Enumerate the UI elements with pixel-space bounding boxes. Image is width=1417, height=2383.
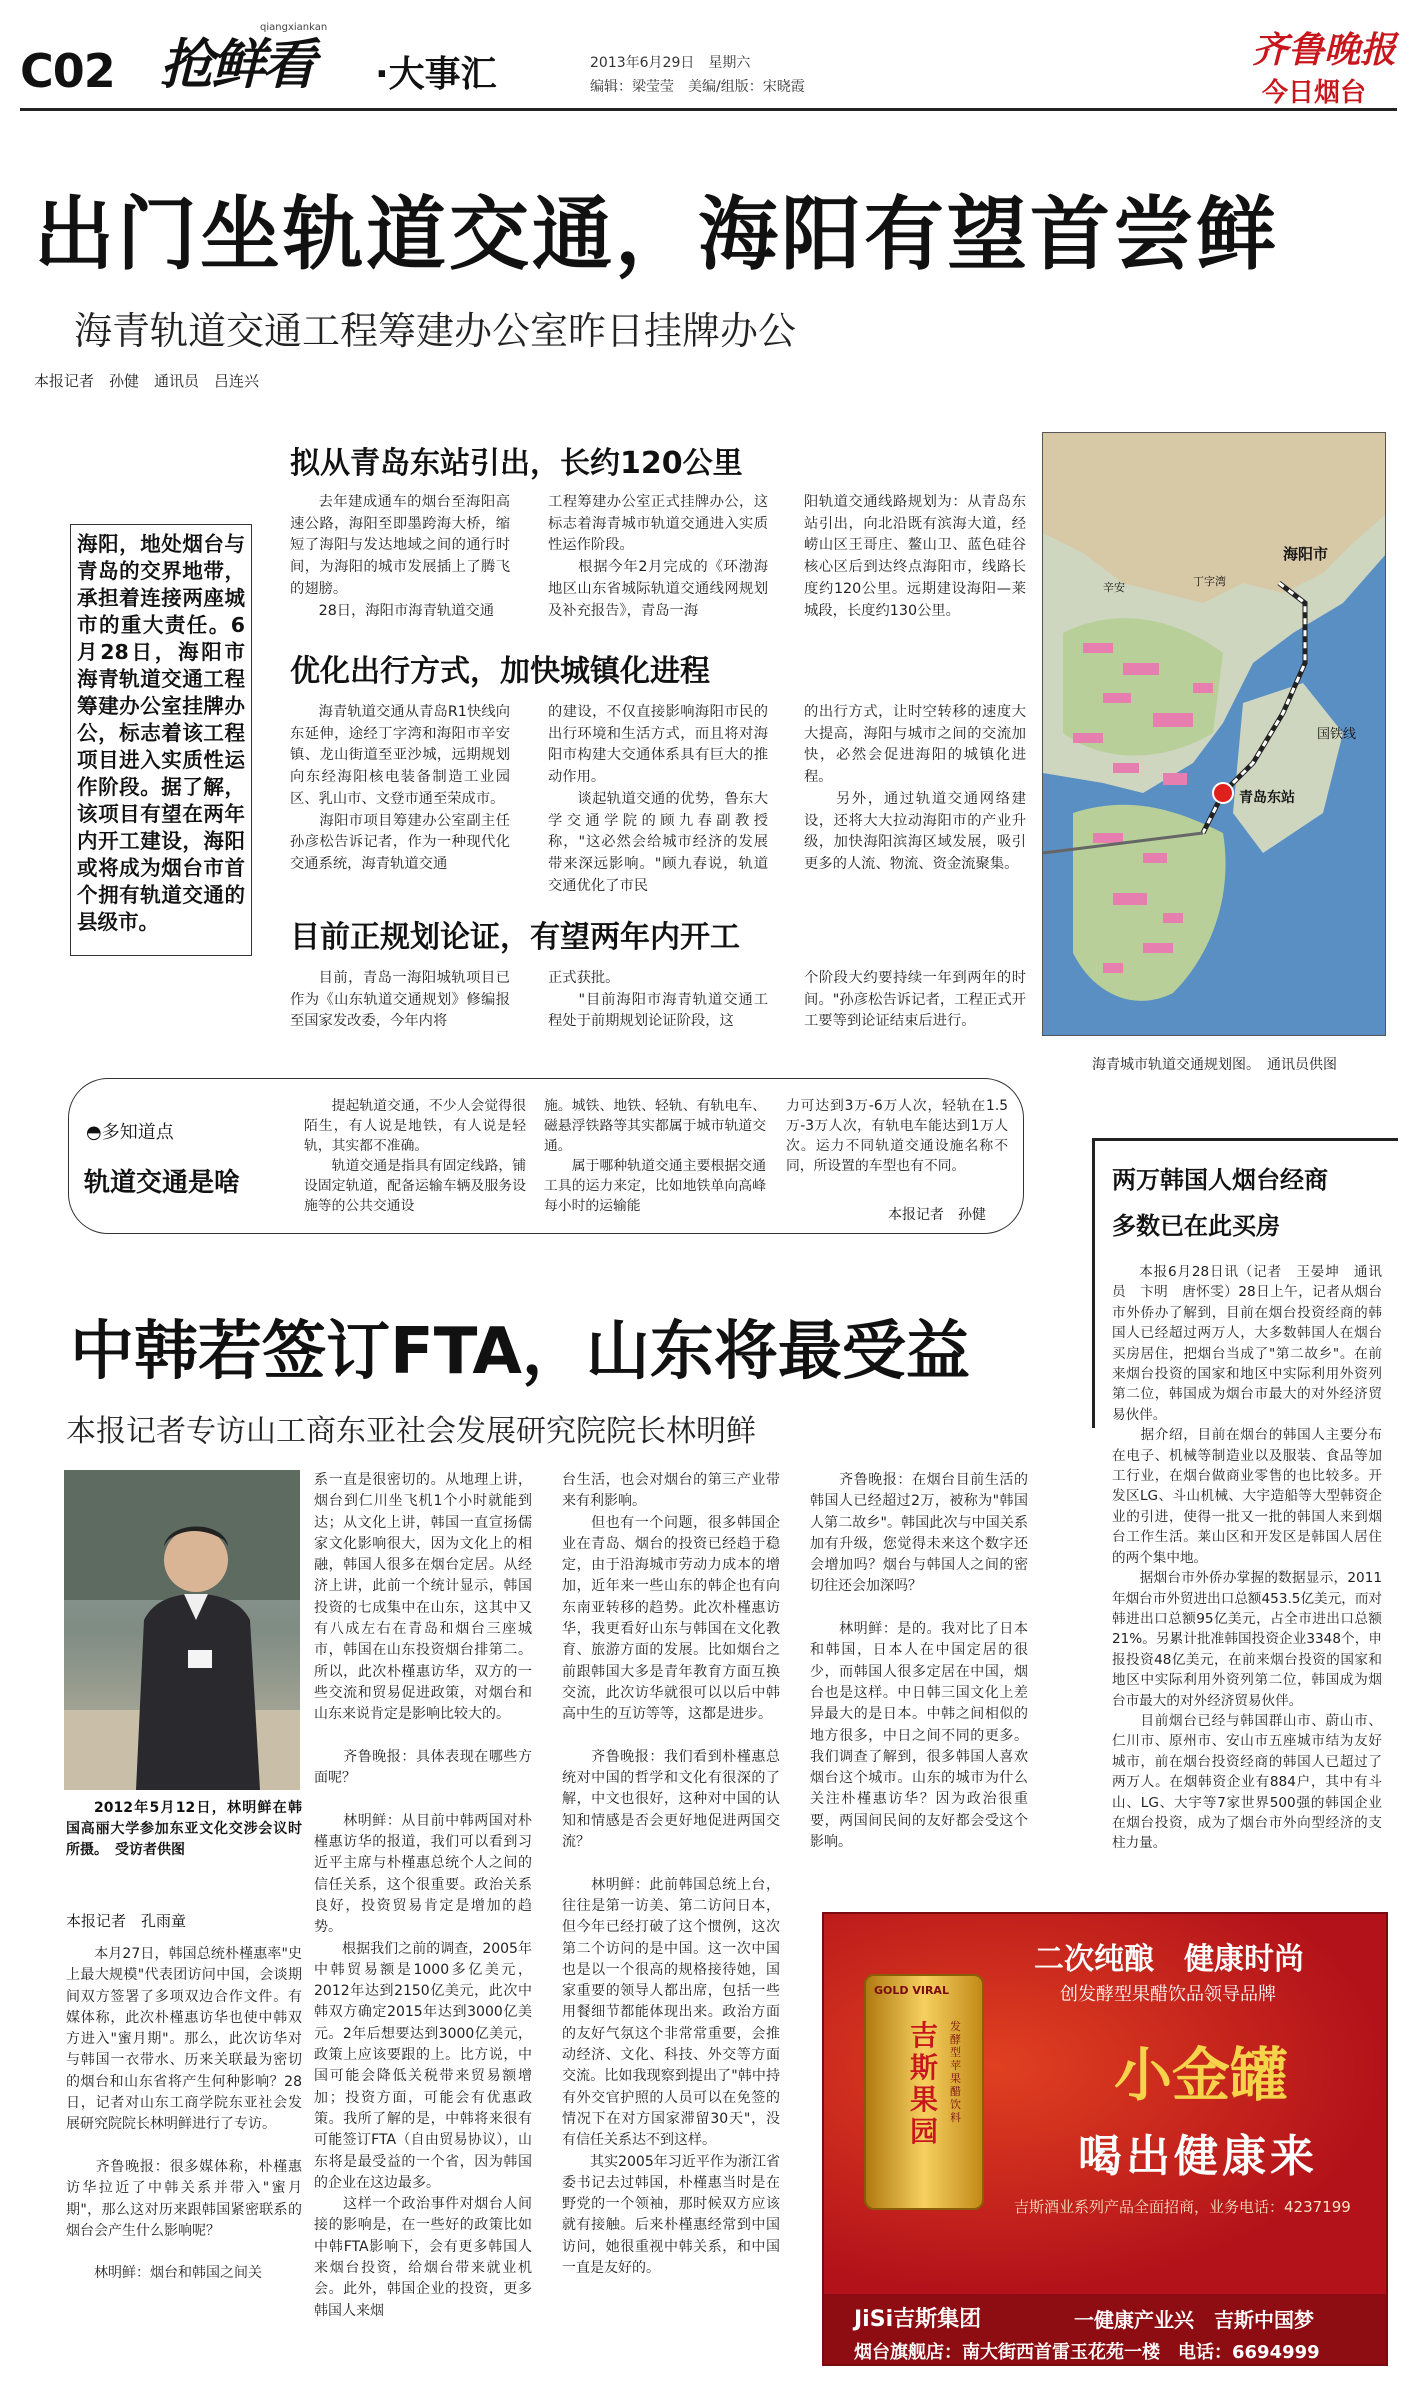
ad-motto: 一健康产业兴 吉斯中国梦 [1074,2308,1314,2332]
deck-2: 本报记者专访山工商东亚社会发展研究院院长林明鲜 [66,1414,756,1449]
s1-col-1: 去年建成通车的烟台至海阳高速公路，海阳至即墨跨海大桥，缩短了海阳与发达地域之间的通行时间，为海阳的城市发展插上了腾飞的翅膀。 28日，海阳市海青轨道交通 [290,494,510,619]
lead-box [70,524,252,956]
s2-col-3: 的出行方式，让时空转移的速度大大提高，海阳与城市之间的交流加快，必然会促进海阳的城镇化进程。 另外，通过轨道交通网络建设，还将大大拉动海阳市的产业升级，加快海阳滨海区域发展，吸引更多的人流、物流、资金流聚集。 [804,704,1026,872]
subhead-3: 目前正规划论证，有望两年内开工 [290,920,740,955]
ad-sub: 创发酵型果醋饮品领导品牌 [1060,1984,1276,2005]
section-logo [160,22,390,100]
ad-store: 烟台旗舰店：南大街西首雷玉花苑一楼 电话：6694999 [854,2342,1320,2363]
headline-1: 出门坐轨道交通，海阳有望首尝鲜 [34,188,1279,281]
map-label-line: 国铁线 [1317,727,1357,742]
photo-caption: 2012年5月12日，林明鲜在韩国高丽大学参加东亚文化交涉会议时所摄。 受访者供图 [66,1800,302,1858]
interview-photo [64,1470,300,1790]
ad-slogan: 喝出健康来 [1078,2131,1318,2182]
s2-col-1: 海青轨道交通从青岛R1快线向东延伸，途经丁字湾和海阳市辛安镇、龙山街道至亚沙城，远期规划向东经海阳核电装备制造工业园区、乳山市、文登市通至荣成市。 海阳市项目筹建办公室副主任孙彦松告诉记者，作为一种现代化交通系统，海青轨道交通 [290,704,510,872]
side-title-1: 两万韩国人烟台经商 [1112,1166,1328,1194]
ad-product: 小金罐 [1114,2041,1289,2109]
side-title-2: 多数已在此买房 [1112,1212,1280,1240]
s4-col-3: 台生活，也会对烟台的第三产业带来有利影响。 但也有一个问题，很多韩国企业在青岛、烟台的投资已经趋于稳定，由于沿海城市劳动力成本的增加，近年来一些山东的韩企也有向东南亚转移的趋势。此次朴槿惠访华，我更看好山东与韩国在文化教育、旅游方面的发展。比如烟台之前跟韩国大多是青年教育方面互换交流，此次访华就很可以以后中韩高中生的互访等等，这都是进步。 齐鲁晚报：我们看到朴槿惠总统对中国的哲学和文化有很深的了解，中文也很好，这种对中国的认知和情感是否会更好地促进两国交流？ 林明鲜：此前韩国总统上台，往往是第一访美、第二访问日本，但今年已经打破了这个惯例，这次第二个访问的是中国。这一次中国也是以一个很高的规格接待她，国家重要的领导人都出席，包括一些用餐细节都能体现出来。政治方面的友好气氛这个非常常重要，会推动经济、文化、科技、外交等方面交流。比如我现察到提出了"韩中持有外交官护照的人员可以在免签的情况下在对方国家滞留30天"，没有信任关系达不到这样。 其实2005年习近平作为浙江省委书记去过韩国，朴槿惠当时是在野党的一个领袖，那时候双方应该就有接触。后来朴槿惠经常到中国访问，她很重视中韩关系，和中国一直是友好的。 [562,1472,780,2276]
map-label-station: 青岛东站 [1239,790,1295,806]
know-col-3: 力可达到3万-6万人次，轻轨在1.5万-3万人次，有轨电车能达到1万人次。运力不同轨道交通设施名称不同，所设置的车型也有不同。 [786,1098,1008,1174]
know-signature: 本报记者 孙健 [888,1207,986,1223]
map-caption: 海青城市轨道交通规划图。 通讯员供图 [1092,1057,1337,1073]
page-code: C02 [20,44,115,98]
s1-col-3: 阳轨道交通线路规划为：从青岛东站引出，向北沿既有滨海大道，经崂山区王哥庄、鳌山卫、蓝色硅谷核心区后到达终点海阳市，线路长度约120公里。远期建设海阳—莱城段，长度约130公里。 [804,494,1026,619]
section-name: ·大事汇 [375,54,497,95]
headline-2: 中韩若签订FTA，山东将最受益 [70,1315,970,1389]
transit-map [1042,432,1386,1036]
know-tag-text: 多知道点 [101,1122,174,1143]
deck-1: 海青轨道交通工程筹建办公室昨日挂牌办公 [74,309,797,353]
ad-can-tag: 发酵型苹果醋饮料 [950,2020,961,2124]
byline-1: 本报记者 孙健 通讯员 吕连兴 [34,372,260,390]
s4-col-1: 本月27日，韩国总统朴槿惠率"史上最大规模"代表团访问中国，会谈期间双方签署了多项双边合作文件。有媒体称，此次朴槿惠访华也使中韩双方进入"蜜月期"。那么，此次访华对与韩国一衣带水、历来关联最为密切的烟台和山东省将产生何种影响？28日，记者对山东工商学院东亚社会发展研究院院长林明鲜进行了专访。 齐鲁晚报：很多媒体称，朴槿惠访华拉近了中韩关系并带入"蜜月期"，那么这对历来跟韩国紧密联系的烟台会产生什么影响呢？ 林明鲜：烟台和韩国之间关 [66,1946,302,2282]
ad-can-logo: GOLD VIRAL [874,1984,949,1997]
byline-2: 本报记者 孔雨童 [66,1912,187,1930]
edition: 今日烟台 [1262,78,1367,108]
ad-brand: JiSi吉斯集团 [854,2307,982,2332]
s3-col-3: 个阶段大约要持续一年到两年的时间。"孙彦松告诉记者，工程正式开工要等到论证结束后进行。 [804,970,1026,1030]
s4-col-2: 系一直是很密切的。从地理上讲，烟台到仁川坐飞机1个小时就能到达；从文化上讲，韩国一直宣扬儒家文化影响很大，因为文化上的相融，韩国人很多在烟台定居。从经济上讲，此前一个统计显示，韩国投资的七成集中在山东，这其中又有八成左右在青岛和烟台三座城市，韩国在山东投资烟台排第二。所以，此次朴槿惠访华，双方的一些交流和贸易促进政策，对烟台和山东来说肯定是影响比较大的。 齐鲁晚报：具体表现在哪些方面呢？ 林明鲜：从目前中韩两国对朴槿惠访华的报道，我们可以看到习近平主席与朴槿惠总统个人之间的信任关系，这个很重要。政治关系良好，投资贸易肯定是增加的趋势。 根据我们之前的调查，2005年中韩贸易额是1000多亿美元，2012年达到2150亿美元，此次中韩双方确定2015年达到3000亿美元。2年后想要达到3000亿美元，政策上应该要跟的上。比方说，中国可能会降低关税带来贸易额增加；投资方面，可能会有优惠政策。我所了解的是，中韩将来很有可能签订FTA（自由贸易协议），山东将是最受益的一个省，因为韩国的企业在这边最多。 这样一个政治事件对烟台人间接的影响是，在一些好的政策比如中韩FTA影响下，会有更多韩国人来烟台投资，给烟台带来就业机会。此外，韩国企业的投资，更多韩国人来烟 [314,1472,532,2319]
lead-text: 海阳，地处烟台与青岛的交界地带，承担着连接两座城市的重大责任。6月28日，海阳市海青轨道交通工程筹建办公室挂牌办公，标志着该工程项目进入实质性运作阶段。据了解，该项目有望在两年内开工建设，海阳或将成为烟台市首个拥有轨道交通的县级市。 [77,532,245,934]
editors: 编辑：梁莹莹 美编/组版：宋晓霞 [590,79,805,95]
know-col-1: 提起轨道交通，不少人会觉得很陌生，有人说是地铁，有人说是轻轨，其实都不准确。 轨道交通是指具有固定线路，铺设固定轨道，配备运输车辆及服务设施等的公共交通设 [304,1098,526,1214]
ad-block [822,1912,1388,2366]
map-label-town: 辛安 [1103,581,1125,594]
ad-recruit: 吉斯酒业系列产品全面招商，业务电话：4237199 [1014,2198,1351,2216]
ad-can [864,1974,984,2210]
side-body: 本报6月28日讯（记者 王晏坤 通讯员 卞明 唐怀雯）28日上午，记者从烟台市外侨办了解到，目前在烟台投资经商的韩国人已经超过两万人，大多数韩国人在烟台买房居住，把烟台当成了"第二故乡"。在前来烟台投资的国家和地区中实际利用外资列第二位，韩国成为烟台市最大的对外经济贸易伙伴。 据介绍，目前在烟台的韩国人主要分布在电子、机械等制造业以及服装、食品等加工行业，在烟台做商业零售的也比较多。开发区LG、斗山机械、大宇造船等大型韩资企业的引进，使得一批又一批的韩国人来到烟台工作生活。莱山区和开发区是韩国人居住的两个集中地。 据烟台市外侨办掌握的数据显示，2011年烟台市外贸进出口总额453.5亿美元，而对韩进出口总额95亿美元，占全市进出口总额21%。另累计批准韩国投资企业3348个，申报投资48亿美元，在前来烟台投资的国家和地区中实际利用外资列第二位，韩国成为烟台市最大的对外经济贸易伙伴。 目前烟台已经与韩国群山市、蔚山市、仁川市、原州市、安山市五座城市结为友好城市，前在烟台投资经商的韩国人已超过了两万人。在烟韩资企业有884户，其中有斗山、LG、大宇等7家世界500强的韩国企业在烟台投资，成为了烟台市外向型经济的支柱力量。 [1112,1264,1382,1852]
s3-col-1: 目前，青岛一海阳城轨项目已作为《山东轨道交通规划》修编报至国家发改委，今年内将 [290,970,510,1030]
bulb-icon: ◓ [86,1122,102,1143]
s1-col-2: 工程筹建办公室正式挂牌办公，这标志着海青城市轨道交通进入实质性运作阶段。 根据今年2月完成的《环渤海地区山东省城际轨道交通线网规划及补充报告》，青岛一海 [548,494,768,619]
subhead-2: 优化出行方式，加快城镇化进程 [290,654,710,689]
ad-can-name: 吉斯果园 [910,2019,939,2148]
know-col-2: 施。城铁、地铁、轻轨、有轨电车、磁悬浮铁路等其实都属于城市轨道交通。 属于哪种轨道交通主要根据交通工具的运力来定，比如地铁单向高峰每小时的运输能 [544,1098,766,1214]
map-label-haiyang: 海阳市 [1283,545,1329,563]
issue-date: 2013年6月29日 星期六 [590,55,751,71]
person-photo [64,1470,300,1790]
header-rule [20,108,1397,111]
paper-name: 齐鲁晚报 [1252,29,1397,71]
s3-col-2: 正式获批。 "目前海阳市海青轨道交通工程处于前期规划论证阶段，这 [548,970,768,1030]
know-title: 轨道交通是啥 [84,1168,241,1198]
section-logo-pinyin: qiangxiankan [260,22,328,33]
know-tag [86,1118,174,1144]
subhead-1: 拟从青岛东站引出，长约120公里 [290,446,743,481]
s2-col-2: 的建设，不仅直接影响海阳市民的出行环境和生活方式，而且将对海阳市构建大交通体系具有巨大的推动作用。 谈起轨道交通的优势，鲁东大学交通学院的顾九春副教授称，"这必然会给城市经济的发展带来深远影响。"顾九春说，轨道交通优化了市民 [548,704,768,894]
map-label-dingzi: 丁字湾 [1193,575,1226,588]
section-logo-text: 抢鲜看 [160,33,313,96]
s4-col-4: 齐鲁晚报：在烟台目前生活的韩国人已经超过2万，被称为"韩国人第二故乡"。韩国此次与中国关系加有升级，您觉得未来这个数字还会增加吗？烟台与韩国人之间的密切往还会加深吗？ 林明鲜：是的。我对比了日本和韩国，日本人在中国定居的很少，而韩国人很多定居在中国，烟台也是这样。中日韩三国文化上差异最大的是日本。中韩之间相似的地方很多，中日之间不同的更多。我们调查了解到，很多韩国人喜欢烟台这个城市。山东的城市为什么关注朴槿惠访华？因为政治很重要，两国间民间的友好都会受这个影响。 [810,1472,1028,1851]
ad-top: 二次纯酿 健康时尚 [1034,1942,1304,1977]
